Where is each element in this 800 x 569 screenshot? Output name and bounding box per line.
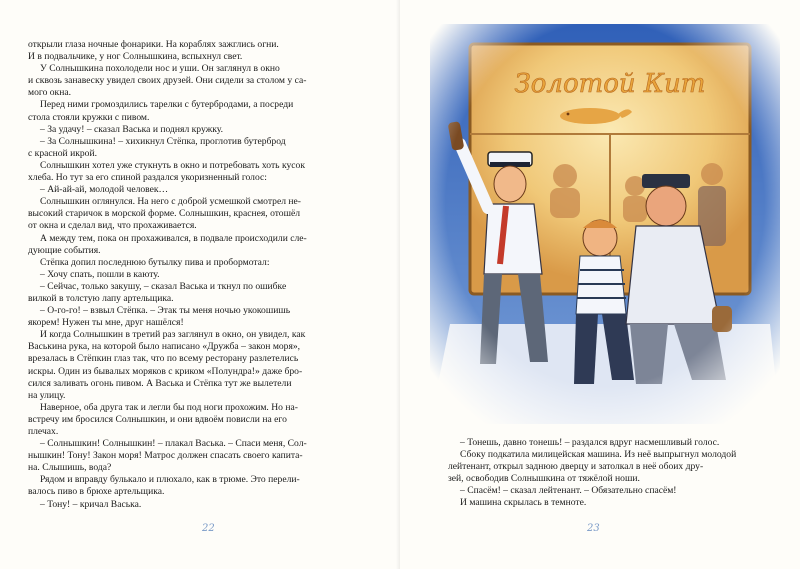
- paragraph: И когда Солнышкин в третий раз заглянул в окно, он увидел, как Васькина рука, на которой было написано «Дружба – закон моря», врезалась в Стёпкин глаз так, что по всему ресторану разлетелись искры. Один из бывалых моряков с криком «Полундра!» даже бро- сился заливать огонь пивом. А Васька и Стёпка тут же вылетели на улицу.: [28, 329, 306, 401]
- paragraph: Солнышкин хотел уже стукнуть в окно и потребовать хоть кусок хлеба. Но тут за его спиной раздался укоризненный голос:: [28, 159, 305, 184]
- page-number: 22: [202, 523, 215, 534]
- paragraph: Рядом и вправду булькало и плюхало, как в трюме. Это перели- валось пиво в брюхе артельщика.: [28, 474, 300, 498]
- illustration: [430, 24, 780, 424]
- paragraph: У Солнышкина похолодели нос и уши. Он заглянул в окно и сквозь занавеску увидел своих друзей. Они сидели за столом у са- мого окна.: [28, 63, 307, 99]
- paragraph: Сбоку подкатила милицейская машина. Из неё выпрыгнул молодой лейтенант, открыл заднюю дверцу и затолкал в неё обоих дру- зей, освободив Солнышкина от тяжёлой ноши.: [448, 449, 737, 485]
- paragraph: – За удачу! – сказал Васька и поднял кружку.: [40, 123, 224, 135]
- paragraph: Перед ними громоздились тарелки с бутербродами, а посреди стола стояли кружки с пивом.: [28, 99, 294, 123]
- right-page: [400, 0, 800, 569]
- right-page-text: [448, 437, 778, 510]
- paragraph: – Солнышкин! Солнышкин! – плакал Васька. – Спаси меня, Сол- нышкин! Тону! Закон моря! Матрос должен спасать своего капита- на. Слышишь, вода?: [28, 438, 307, 474]
- paragraph: – Тонешь, давно тонешь! – раздался вдруг насмешливый голос.: [460, 437, 720, 448]
- paragraph: – О-го-го! – взвыл Стёпка. – Этак ты меня ночью укокошишь якорем! Нужен ты мне, друг нашёлся!: [28, 305, 291, 329]
- left-page-text: [28, 39, 376, 511]
- paragraph: открыли глаза ночные фонарики. На кораблях зажглись огни. И в подвальчике, у ног Солнышкина, вспыхнул свет.: [28, 39, 279, 63]
- paragraph: – Спасём! – сказал лейтенант. – Обязательно спасём!: [460, 485, 677, 497]
- paragraph: Солнышкин оглянулся. На него с доброй усмешкой смотрел не- высокий старичок в морской форме. Солнышкин, краснея, отошёл от окна и сделал вид, что прохаживается.: [28, 196, 301, 232]
- paragraph: – Хочу спать, пошли в каюту.: [40, 268, 160, 280]
- paragraph: И машина скрылась в темноте.: [460, 497, 587, 509]
- paragraph: Наверное, оба друга так и легли бы под ноги прохожим. Но на- встречу им бросился Солнышкин, и они вдвоём повисли на его плечах.: [28, 401, 298, 437]
- paragraph: – Ай-ай-ай, молодой человек…: [40, 184, 169, 196]
- paragraph: – За Солнышкина! – хихикнул Стёпка, проглотив бутерброд с красной икрой.: [28, 135, 286, 159]
- page-number: 23: [587, 523, 600, 534]
- paragraph: Стёпка допил последнюю бутылку пива и пробормотал:: [40, 256, 270, 268]
- paragraph: – Сейчас, только закушу, – сказал Васька и ткнул по ошибке вилкой в толстую лапу артельщика.: [28, 280, 287, 304]
- paragraph: А между тем, пока он прохаживался, в подвале происходили сле- дующие события.: [28, 232, 307, 256]
- paragraph: – Тону! – кричал Васька.: [40, 498, 142, 510]
